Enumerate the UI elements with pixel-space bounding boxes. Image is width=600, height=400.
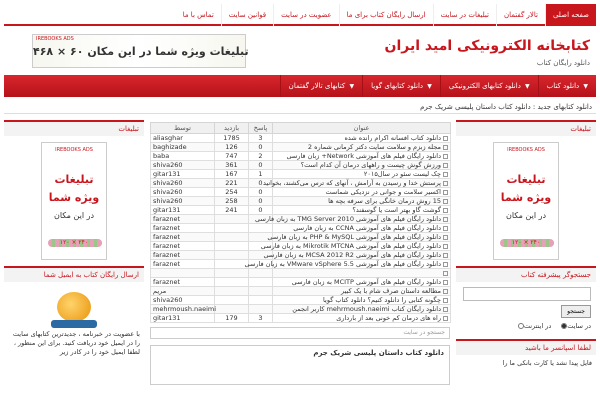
search-widget-body [456,282,596,335]
mainnav-ebooks[interactable] [440,75,538,97]
header-title: عنوان [273,123,451,134]
row-user[interactable] [151,188,215,197]
row-views-text: 747 [225,152,238,160]
row-replies-text: 2 [258,152,263,160]
row-title[interactable] [273,143,451,152]
row-user[interactable] [151,278,215,287]
row-title-text: گوشت گاو بهتر است یا گوسفند؟ [352,206,441,214]
ad-line-2: ویژه شما [500,191,552,204]
topic-icon [443,271,448,276]
sponsor-widget [456,339,596,371]
chevron-down-icon: ▼ [525,83,530,90]
email-widget-text: با عضویت در خبرنامه ، جدیدترین کتابهای سایت را در ایمیل خود دریافت کنید. برای این منظور ، لطفا ایمیل خود را در کادر زیر [12,330,140,356]
row-replies-text: 0 [258,161,263,169]
row-replies [249,224,273,233]
table-body [151,134,451,323]
row-user-text: faraznet [153,251,181,259]
ad-line-1: تبلیغات [54,173,94,186]
right-sidebar [456,120,596,371]
row-user[interactable] [151,269,215,278]
row-views [215,188,249,197]
row-replies-text: 0 [258,188,263,196]
row-user[interactable] [151,143,215,152]
topic-icon [443,145,448,150]
post-box [150,345,450,385]
row-user-text: baghizade [153,143,187,151]
row-replies [249,287,273,296]
row-user-text: faraznet [153,260,181,268]
row-views [215,251,249,260]
row-user[interactable] [151,170,215,179]
row-title[interactable] [273,305,451,314]
ad-label: IREBOOKS ADS [507,147,545,153]
row-views [215,143,249,152]
topnav-home[interactable]: صفحه اصلی [546,4,596,26]
row-views [215,287,249,296]
row-replies-text: 0 [258,206,263,214]
row-user-text: shiva260 [153,188,183,196]
mainnav-label: کتابهای تالار گفتمان [288,82,346,90]
row-user[interactable] [151,161,215,170]
left-ads-title: تبلیغات [4,120,144,136]
row-title[interactable] [273,296,451,305]
top-nav [176,4,596,26]
row-user-text: مریم [153,287,167,295]
topnav-register[interactable]: عضویت در سایت [274,4,339,26]
topic-icon [443,298,448,303]
topic-icon [443,181,448,186]
row-title[interactable] [263,251,451,260]
row-replies [249,152,273,161]
row-replies [249,170,273,179]
top-bar [4,4,596,26]
row-user-text: faraznet [153,242,181,250]
ad-label: IREBOOKS ADS [55,147,93,153]
row-replies [249,296,273,305]
row-title-text: دانلود رایگان فیلم های آموزشی PHP & MySQL به زبان فارسی [267,233,441,241]
ad-size: ۱۲۰ × ۲۴۰ [511,239,541,246]
table-row[interactable] [151,197,451,206]
search-widget [456,266,596,335]
row-title[interactable] [273,161,451,170]
row-title[interactable] [273,197,451,206]
row-views [215,134,249,143]
ad-line-2: ویژه شما [48,191,100,204]
topic-icon [443,235,448,240]
ad-line-3: در این مکان [53,211,95,220]
row-replies-text: 3 [258,314,263,322]
table-row[interactable] [151,278,451,287]
table-row[interactable] [151,179,451,188]
row-title[interactable] [273,314,451,323]
row-title[interactable] [273,170,451,179]
topic-icon [443,289,448,294]
ad-size: ۱۲۰ × ۲۴۰ [59,239,89,246]
topic-icon [443,208,448,213]
row-user-text: faraznet [153,224,181,232]
topic-icon [443,307,448,312]
row-user[interactable] [151,287,215,296]
search-button[interactable]: جستجو [561,305,591,318]
topic-icon [443,280,448,285]
mainnav-label: دانلود کتابهای الکترونیکی [448,82,521,90]
row-replies [249,143,273,152]
row-views [215,242,249,251]
row-views-text: 241 [225,206,238,214]
row-replies-text: 1 [258,170,263,178]
row-user-text: faraznet [153,278,181,286]
row-user[interactable] [151,197,215,206]
row-views [215,314,249,323]
table-row[interactable] [151,143,451,152]
radio-internet-label: در اینترنت [523,322,552,330]
row-user[interactable] [151,233,215,242]
ad-line-3: در این مکان [505,211,547,220]
sponsor-widget-text: فایل پیدا نشد یا کارت بانکی ما را [502,359,592,367]
header-user: توسط [151,123,215,134]
radio-on-site-label: در سایت [567,322,591,330]
row-title-text: چگونه کتابی را دانلود کنیم؟ دانلود کتاب گویا [323,296,441,304]
row-views [215,170,249,179]
table-row[interactable] [151,134,451,143]
table-header-row [151,123,451,134]
search-widget-title: جستجوگر پیشرفته کتاب [456,266,596,282]
topic-icon [443,316,448,321]
row-title[interactable] [262,179,451,188]
mainnav-download-book[interactable] [538,75,596,97]
mainnav-forum-books[interactable] [280,75,362,97]
row-user-text: gitar131 [153,206,181,214]
left-ad-box[interactable] [41,142,107,260]
row-user-text: mehrmoush.naeimi [153,305,217,313]
mainnav-audiobooks[interactable] [362,75,440,97]
row-title[interactable] [273,224,451,233]
row-views [215,269,249,278]
latest-posts-table [150,122,451,323]
row-title[interactable] [267,233,451,242]
site-subtitle: دانلود رایگان کتاب [536,59,590,67]
row-user[interactable] [151,224,215,233]
topic-icon [443,154,448,159]
row-replies [249,278,273,287]
row-user[interactable] [151,152,215,161]
row-title-text: 15 روش درمان خانگی برای سرفه بچه ها [328,197,441,205]
row-replies [249,314,273,323]
breadcrumb[interactable]: دانلود کتابهای جدید : دانلود کتاب داستان پلیسی شریک جرم [4,100,596,114]
row-title[interactable] [273,278,451,287]
row-replies [249,161,273,170]
row-views-text: 167 [225,170,238,178]
header-views: بازدید [215,123,249,134]
row-user-text: aliasghar [153,134,183,142]
table-row[interactable] [151,170,451,179]
content-search-input[interactable]: جستجو در سایت [150,327,450,339]
search-scope [461,322,591,330]
sponsor-widget-title: لطفا اسپانسر ما باشید [456,339,596,355]
topic-icon [443,262,448,267]
row-user-text: baba [153,152,170,160]
topic-icon [443,136,448,141]
topic-icon [443,163,448,168]
row-views [215,197,249,206]
row-views [215,260,249,269]
row-title[interactable] [273,134,451,143]
row-user[interactable] [151,179,215,188]
right-ads-title: تبلیغات [456,120,596,136]
row-views-text: 361 [225,161,238,169]
row-views-text: 179 [225,314,238,322]
row-title-text: دانلود رایگان فیلم های آموزشی VMware vSphere 5.5 به زبان فارسی [244,260,441,268]
radio-on-site[interactable] [559,322,591,330]
chevron-down-icon: ▼ [427,83,432,90]
row-title-text: دانلود رایگان فیلم های آموزشی CCNA به زبان فارسی [293,224,441,232]
row-user[interactable] [151,215,215,224]
row-user-text: gitar131 [153,170,181,178]
row-title-text: دانلود رایگان فیلم های آموزشی MCSA 2012 R2 به زبان فارسی [263,251,441,259]
row-title-text: دانلود رایگان کتاب mehrmoush.naeimi کاربر انجمن [292,305,441,313]
table-row[interactable] [151,305,451,314]
row-title-text: ورزش گوش چیست و راههای درمان آن کدام است؟ [300,161,441,169]
row-replies [249,206,273,215]
row-views-text: 254 [225,188,238,196]
row-user-text: shiva260 [153,161,183,169]
topic-icon [443,199,448,204]
main-nav [4,75,596,97]
row-title[interactable] [273,206,451,215]
topic-icon [443,226,448,231]
row-views-text: 258 [225,197,238,205]
row-title-text: دانلود کتاب افسانه اکرام رانده شده [344,134,441,142]
right-ad-box[interactable] [493,142,559,260]
row-user[interactable] [151,251,215,260]
email-widget-body [4,282,144,361]
site-header [4,28,596,72]
row-title-text: دانلود رایگان فیلم های آموزشی Network+ زبان فارسی [286,152,441,160]
row-user[interactable] [151,305,215,314]
table-row[interactable] [151,152,451,161]
table-row[interactable] [151,224,451,233]
row-title-text: دانلود رایگان فیلم های آموزشی Mikrotik MTCNA به زبان فارسی [260,242,441,250]
row-views [215,278,249,287]
topnav-advertising[interactable]: تبلیغات در سایت [434,4,497,26]
newsletter-logo-label [51,320,97,328]
row-title-text: پرستش خدا و رسیدن به آرامش ، آنهای که ترس می‌کشند، بخوانید [262,179,441,187]
row-replies [249,188,273,197]
row-replies-text: 0 [258,197,263,205]
row-title-text: اکسیر سلامت و جوانی در نزدیکی شماست [325,188,441,196]
row-title[interactable] [255,215,451,224]
row-user[interactable] [151,314,215,323]
row-views [215,206,249,215]
row-replies [249,269,273,278]
topic-icon [443,217,448,222]
header-replies: پاسخ [249,123,273,134]
row-title[interactable] [260,242,451,251]
table-row[interactable] [151,188,451,197]
email-widget [4,266,144,361]
row-user[interactable] [151,296,215,305]
row-user[interactable] [151,134,215,143]
table-row[interactable] [151,296,451,305]
chevron-down-icon: ▼ [349,83,355,90]
email-widget-title: ارسال رایگان کتاب به ایمیل شما [4,266,144,282]
row-replies [249,197,273,206]
row-user-text: faraznet [153,215,181,223]
row-views [215,152,249,161]
row-title[interactable] [273,152,451,161]
row-user-text: faraznet [153,233,181,241]
book-search-input[interactable] [463,287,591,301]
row-views [215,296,249,305]
topic-icon [443,190,448,195]
mainnav-label: دانلود کتاب [546,82,580,90]
row-views-text: 1785 [223,134,240,142]
table-row[interactable] [151,260,451,269]
row-views [215,224,249,233]
row-replies [249,134,273,143]
row-user[interactable] [151,206,215,215]
row-user-text: shiva260 [153,296,183,304]
table-row[interactable] [151,314,451,323]
topic-icon [443,253,448,258]
row-title-text: مجله زبزم و سلامت سایت دکتر کرمانی شماره 2 [307,143,441,151]
table-row[interactable] [151,206,451,215]
row-title-text: دانلود رایگان فیلم های آموزشی MCITP به زبان فارسی [291,278,441,286]
table-row[interactable] [151,287,451,296]
header-ad-label: IREBOOKS ADS [36,36,74,42]
row-user-text: gitar131 [153,314,181,322]
table-row[interactable] [151,161,451,170]
row-title-text: دانلود رایگان فیلم های آموزشی TMG Server 2010 به زبان فارسی [255,215,441,223]
row-views [215,215,249,224]
newsletter-logo-icon [57,292,91,322]
row-title-text: چک لیست سئو در سال۲۰۱۵ [363,170,441,178]
header-ad-text: تبلیغات ویژه شما در این مکان ۶۰ × ۴۶۸ [33,45,249,58]
ad-line-1: تبلیغات [506,173,546,186]
row-user[interactable] [151,242,215,251]
topic-icon [443,244,448,249]
row-title[interactable] [273,269,451,278]
row-title[interactable] [244,260,451,269]
row-user-text: shiva260 [153,197,183,205]
header-ad-banner[interactable] [32,34,249,68]
table-row[interactable] [151,233,451,242]
topnav-rules[interactable]: قوانین سایت [222,4,274,26]
radio-internet[interactable] [516,322,551,330]
row-title-text: راه های درمان کم خونی بعد از بارداری [336,314,441,322]
row-replies-text: 0 [258,179,263,187]
row-replies-text: 3 [258,134,263,142]
site-title[interactable]: کتابخانه الکترونیکی امید ایران [384,38,590,54]
row-replies-text: 0 [258,143,263,151]
row-views [215,305,249,314]
row-title[interactable] [273,188,451,197]
topnav-contact[interactable]: تماس با ما [176,4,222,26]
row-replies [249,305,273,314]
table-row[interactable] [151,269,451,278]
row-views-text: 126 [225,143,238,151]
topnav-forum[interactable]: تالار گفتمان [497,4,546,26]
topnav-send-book[interactable]: ارسال رایگان کتاب برای ما [340,4,434,26]
row-title[interactable] [273,287,451,296]
row-views [215,161,249,170]
row-user[interactable] [151,260,215,269]
row-title-text: مطالعه داستان صرف شام با یک کبیر [341,287,441,295]
topic-icon [443,172,448,177]
table-row[interactable] [151,242,451,251]
table-row[interactable] [151,251,451,260]
row-user-text: shiva260 [153,179,183,187]
post-title[interactable]: دانلود کتاب داستان پلیسی شریک جرم [313,349,444,357]
row-views [215,179,249,188]
row-views-text: 221 [225,179,238,187]
mainnav-label: دانلود کتابهای گویا [371,82,424,90]
chevron-down-icon: ▼ [583,83,588,90]
table-row[interactable] [151,215,451,224]
left-sidebar [4,120,144,361]
row-views [215,233,249,242]
main-content [150,122,450,385]
